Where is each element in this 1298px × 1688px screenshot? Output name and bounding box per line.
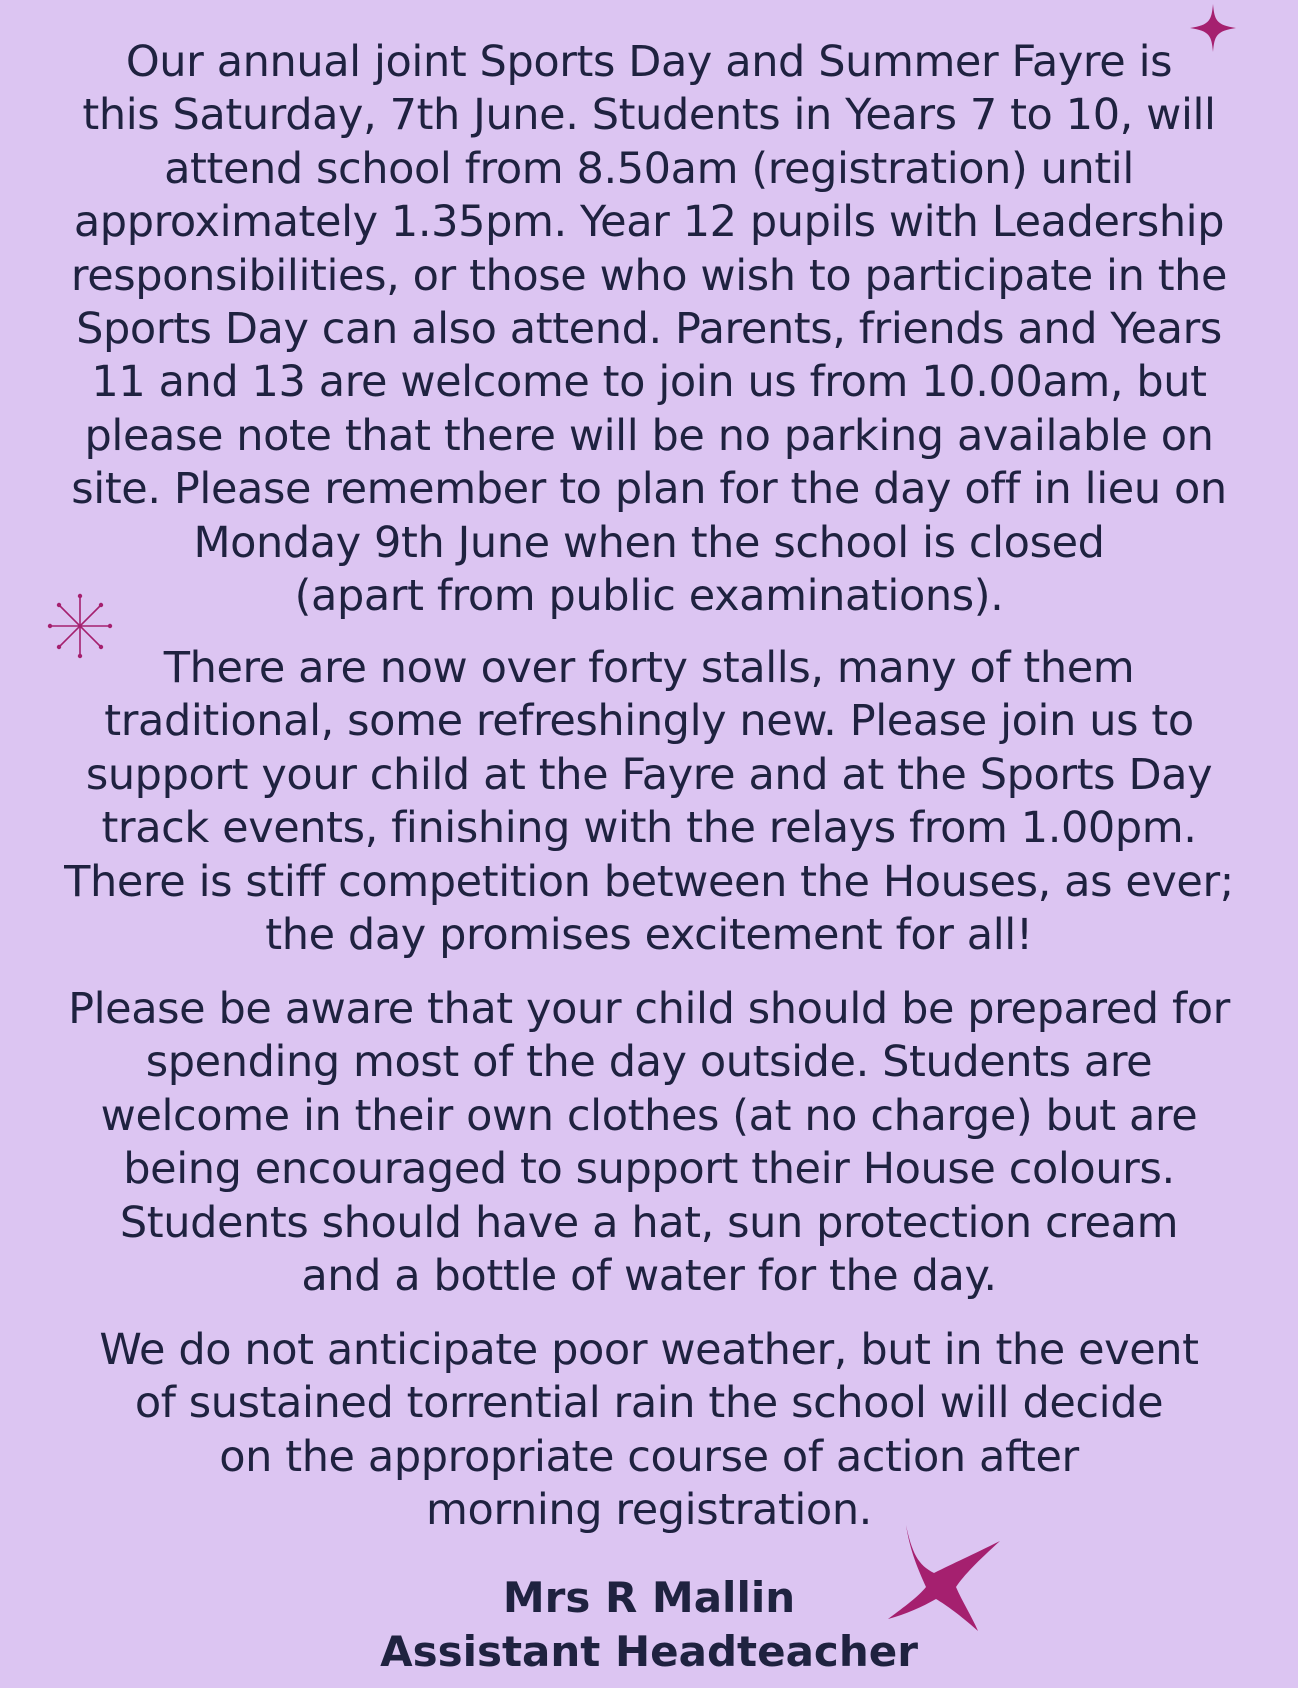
text-line: attend school from 8.50am (registration) until [164, 143, 1134, 194]
text-line: Students should have a hat, sun protection cream [119, 1197, 1179, 1248]
notice-paragraph-preparation [10, 983, 1288, 1303]
notice-paragraph-event-details [10, 36, 1288, 623]
text-line: this Saturday, 7th June. Students in Years 7 to 10, will [82, 90, 1216, 141]
text-line: Our annual joint Sports Day and Summer Fayre is [125, 37, 1173, 87]
text-line: welcome in their own clothes (at no charge) but are [100, 1090, 1198, 1141]
text-line: traditional, some refreshingly new. Please join us to [104, 696, 1194, 747]
text-line: site. Please remember to plan for the day off in lieu on [71, 464, 1227, 515]
notice-paragraph-stalls [10, 642, 1288, 962]
notice-paragraph-weather [10, 1324, 1288, 1538]
text-line: track events, finishing with the relays from 1.00pm. [101, 803, 1197, 854]
text-line: Monday 9th June when the school is closed [193, 517, 1105, 568]
text-line: support your child at the Fayre and at the Sports Day [85, 749, 1213, 800]
text-line: spending most of the day outside. Students are [145, 1037, 1153, 1088]
text-line: responsibilities, or those who wish to participate in the [70, 250, 1228, 301]
text-line: and a bottle of water for the day. [301, 1251, 997, 1302]
text-line: (apart from public examinations). [294, 571, 1004, 622]
signature-role: Assistant Headteacher [380, 1627, 918, 1676]
text-line: Please be aware that your child should be prepared for [68, 984, 1230, 1034]
text-line: 11 and 13 are welcome to join us from 10.00am, but [91, 357, 1207, 408]
signature-block [0, 1571, 1298, 1679]
text-line: on the appropriate course of action after [219, 1431, 1079, 1482]
text-line: the day promises excitement for all! [265, 910, 1033, 961]
text-line: of sustained torrential rain the school will decide [134, 1378, 1164, 1429]
signature-name: Mrs R Mallin [502, 1573, 796, 1622]
text-line: morning registration. [426, 1485, 872, 1536]
text-line: There is stiff competition between the Houses, as ever; [64, 856, 1234, 907]
text-line: There are now over forty stalls, many of them [163, 643, 1135, 693]
text-line: Sports Day can also attend. Parents, friends and Years [76, 304, 1222, 355]
text-line: being encouraged to support their House colours. [123, 1144, 1175, 1195]
text-line: please note that there will be no parking available on [84, 410, 1214, 461]
text-line: We do not anticipate poor weather, but in the event [99, 1325, 1199, 1375]
text-line: approximately 1.35pm. Year 12 pupils with Leadership [73, 197, 1225, 248]
